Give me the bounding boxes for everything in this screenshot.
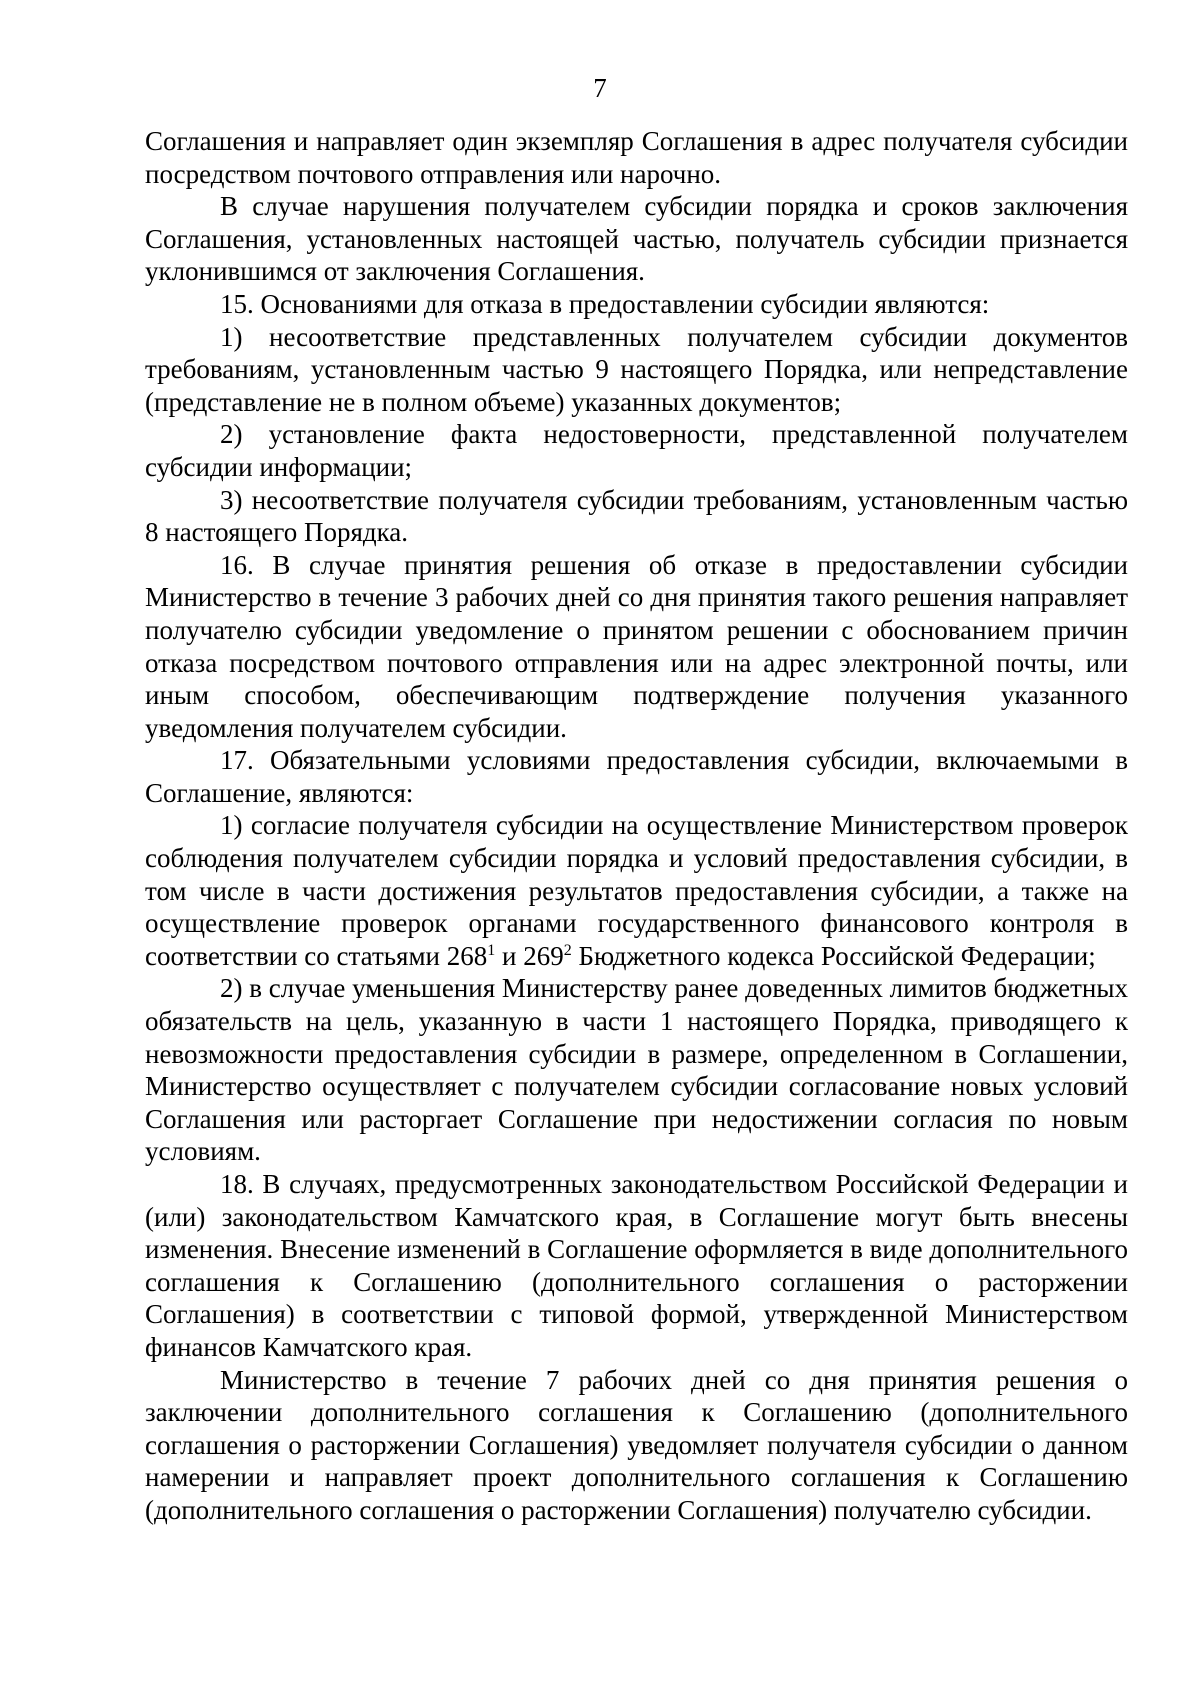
- page-number: 7: [593, 73, 607, 103]
- superscript-1: 1: [487, 941, 496, 959]
- paragraph-18: 18. В случаях, предусмотренных законодательством Российской Федерации и (или) законодательством Камчатского края, в Соглашение могут быть внесены изменения. Внесение изменений в Соглашение оформляется в виде дополнительного соглашения к Соглашению (дополнительного соглашения о расторжении Соглашения) в соответствии с типовой формой, утвержденной Министерством финансов Камчатского края.: [145, 1169, 1128, 1362]
- paragraph-15-item-2: 2) установление факта недостоверности, представленной получателем субсидии информации;: [145, 419, 1128, 482]
- document-body: [145, 125, 1128, 1527]
- paragraph-17-heading: 17. Обязательными условиями предоставления субсидии, включаемыми в Соглашение, являются:: [145, 745, 1128, 808]
- paragraph-17-item-2: 2) в случае уменьшения Министерству ранее доведенных лимитов бюджетных обязательств на цель, указанную в части 1 настоящего Порядка, приводящего к невозможности предоставления субсидии в размере, определенном в Соглашении, Министерство осуществляет с получателем субсидии согласование новых условий Соглашения или расторгает Соглашение при недостижении согласия по новым условиям.: [145, 973, 1128, 1167]
- paragraph-16: 16. В случае принятия решения об отказе в предоставлении субсидии Министерство в течение 3 рабочих дней со дня принятия такого решения направляет получателю субсидии уведомление о принятом решении с обоснованием причин отказа посредством почтового отправления или на адрес электронной почты, или иным способом, обеспечивающим подтверждение получения указанного уведомления получателем субсидии.: [145, 549, 1128, 743]
- paragraph-17-item-1-text-c: Бюджетного кодекса Российской Федерации;: [571, 940, 1096, 971]
- paragraph-continuation: Соглашения и направляет один экземпляр Соглашения в адрес получателя субсидии посредством почтового отправления или нарочно.: [145, 126, 1128, 189]
- paragraph-17-item-1-text-b: и 269: [495, 940, 564, 971]
- superscript-2: 2: [563, 941, 572, 959]
- paragraph-15-item-1: 1) несоответствие представленных получателем субсидии документов требованиям, установленным частью 9 настоящего Порядка, или непредставление (представление не в полном объеме) указанных документов;: [145, 321, 1128, 417]
- paragraph-17-item-1: [145, 809, 1128, 972]
- paragraph-refusal-evasion: В случае нарушения получателем субсидии порядка и сроков заключения Соглашения, установленных настоящей частью, получатель субсидии признается уклонившимся от заключения Соглашения.: [145, 191, 1128, 287]
- paragraph-15-heading: 15. Основаниями для отказа в предоставлении субсидии являются:: [220, 288, 990, 319]
- paragraph-18-notice: Министерство в течение 7 рабочих дней со дня принятия решения о заключении дополнительного соглашения к Соглашению (дополнительного соглашения о расторжении Соглашения) уведомляет получателя субсидии о данном намерении и направляет проект дополнительного соглашения к Соглашению (дополнительного соглашения о расторжении Соглашения) получателю субсидии.: [145, 1364, 1128, 1525]
- paragraph-15-item-3: 3) несоответствие получателя субсидии требованиям, установленным частью 8 настоящего Порядка.: [145, 484, 1128, 548]
- paragraph-17-item-1-text-a: 1) согласие получателя субсидии на осуществление Министерством проверок соблюдения получателем субсидии порядка и условий предоставления субсидии, в том числе в части достижения результатов предоставления субсидии, а также на осуществление проверок органами государственного финансового контроля в соответствии со статьями 268: [145, 810, 1128, 971]
